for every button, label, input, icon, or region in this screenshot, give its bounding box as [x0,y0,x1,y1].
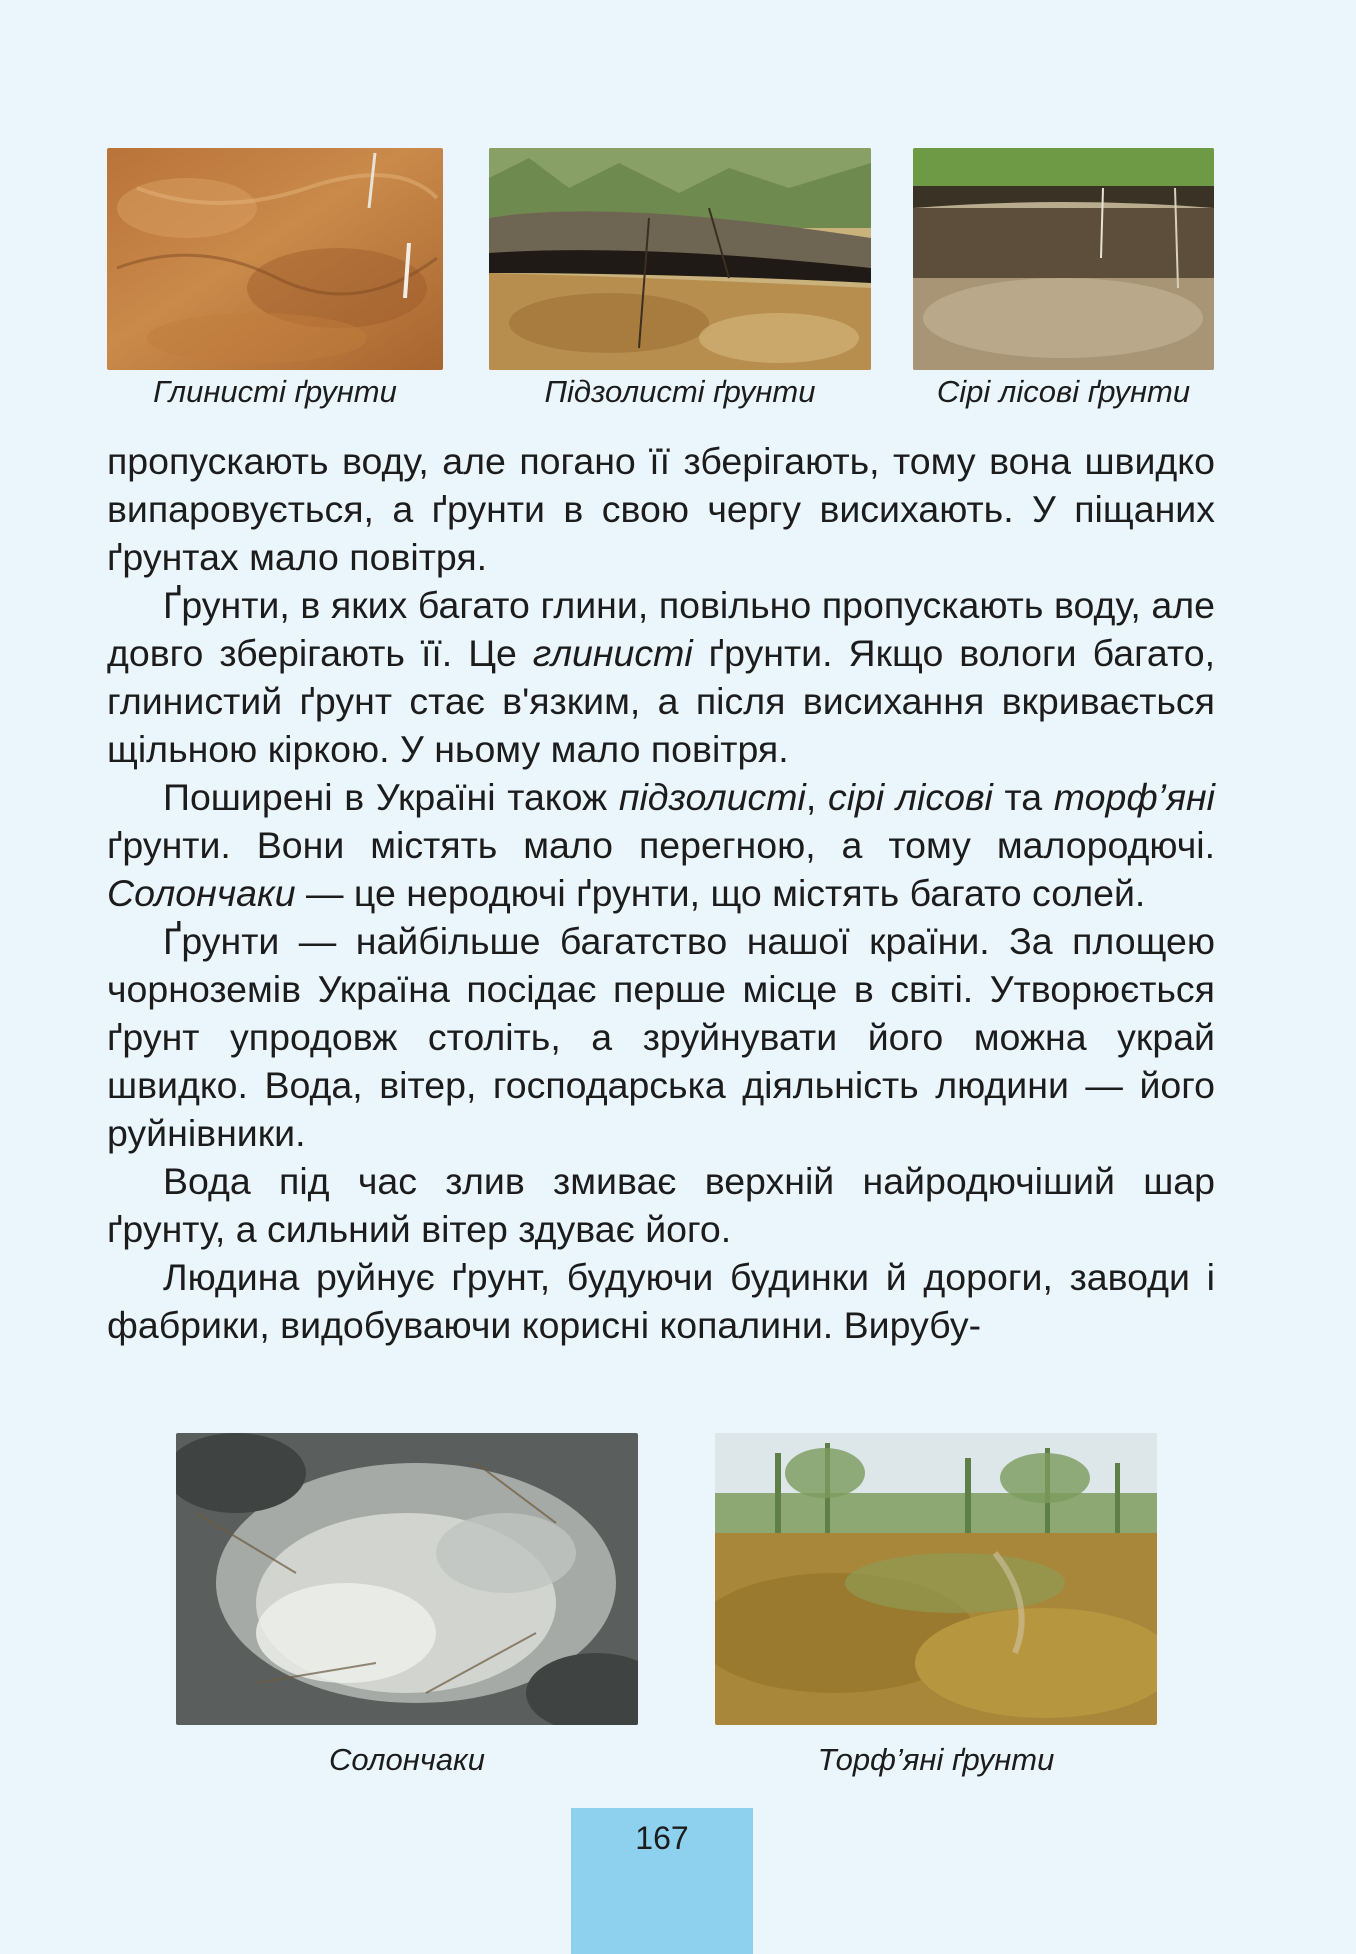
paragraph [107,581,1215,773]
caption-gray-forest-soil: Сірі лісові ґрунти [936,374,1191,409]
paragraph [107,437,1215,581]
photo-clay-soil [107,148,443,370]
caption-clay-soil: Глинисті ґрунти [153,374,397,409]
text-segment: Ґрунти, в яких багато глини, повільно пропускають воду, але довго зберігають її. Це [107,584,1215,674]
paragraph [107,1157,1215,1253]
text-segment: пропускають воду, але погано її зберігають, тому вона швидко випаровується, а ґрунти в свою чергу висихають. У піщаних ґрунтах мало повітря. [107,440,1215,578]
italic-term: торф’яні [1053,776,1215,818]
italic-term: Солончаки [107,872,296,914]
italic-term: підзолисті [618,776,806,818]
text-segment: Ґрунти — найбільше багатство нашої країни. За площею чорноземів Україна посідає перше місце в світі. Утворюється ґрунт упродовж століть, а зруйнувати його можна украй швидко. Вода, вітер, господарська діяльність людини — його руйнівники. [107,920,1215,1154]
text-segment: ґрунти. Вони містять мало перегною, а тому малородючі. [107,824,1215,866]
caption-podzolic-soil: Підзолисті ґрунти [544,374,816,409]
caption-peat-soil: Торф’яні ґрунти [817,1742,1055,1777]
page-number: 167 [635,1820,689,1856]
text-segment: ґрунти. Якщо вологи багато, глинистий ґрунт стає в'язким, а після висихання вкривається щільною кіркою. У ньому мало повітря. [107,632,1215,770]
paragraph [107,1253,1215,1349]
text-segment: Вода під час злив змиває верхній найродючіший шар ґрунту, а сильний вітер здуває його. [107,1160,1215,1250]
caption-solonchak: Солончаки [329,1742,485,1777]
text-segment: та [992,776,1054,818]
body-text [107,437,1215,1349]
photo-gray-forest-soil [913,148,1214,370]
text-segment: Поширені в Україні також [163,776,619,818]
photo-peat-soil [715,1433,1157,1725]
photo-podzolic-soil [489,148,871,370]
paragraph [107,917,1215,1157]
paragraph [107,773,1215,917]
text-segment: — це неродючі ґрунти, що містять багато солей. [295,872,1146,914]
italic-term: сірі лісові [827,776,993,818]
italic-term: глинисті [532,632,693,674]
text-segment: Людина руйнує ґрунт, будуючи будинки й дороги, заводи і фабрики, видобуваючи корисні копалини. Вирубу- [107,1256,1215,1346]
text-segment: , [805,776,828,818]
photo-solonchak [176,1433,638,1725]
